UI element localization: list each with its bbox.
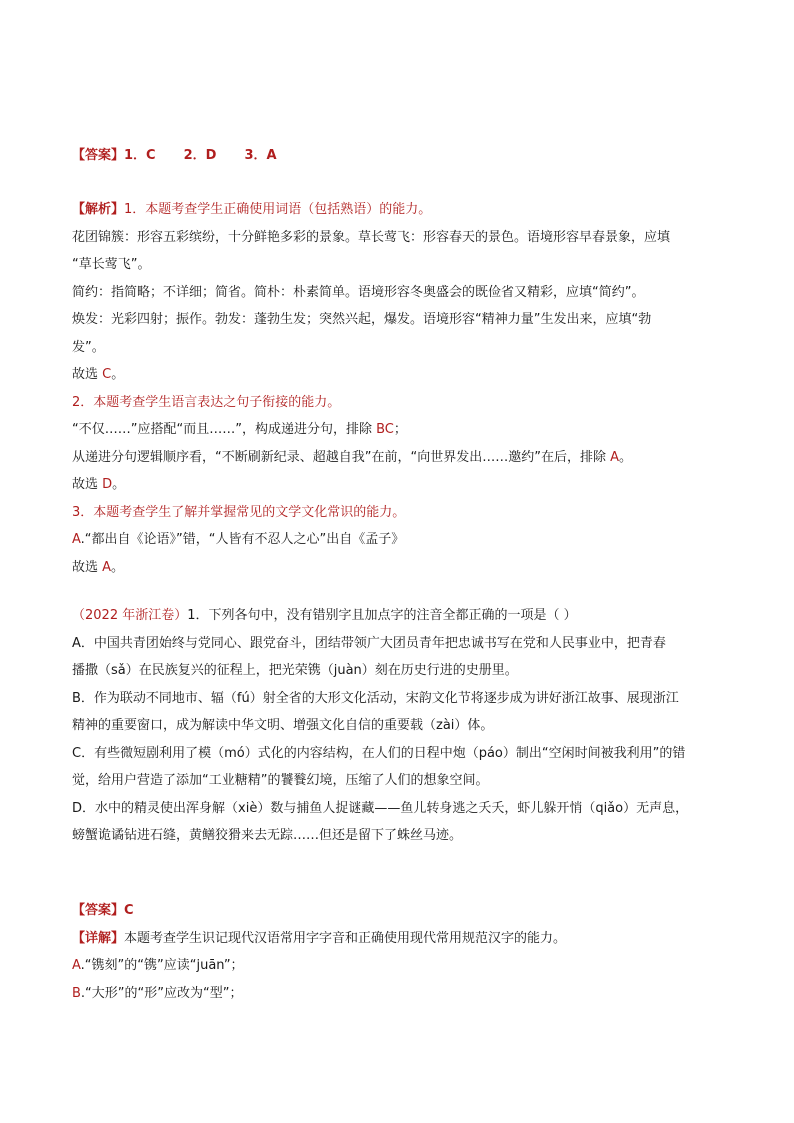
analysis-title-line bbox=[72, 196, 722, 224]
q1-choose-letter: C bbox=[102, 367, 112, 382]
q1-line-4: 焕发：光彩四射；振作。勃发：蓬勃生发；突然兴起，爆发。语境形容“精神力量”生发出来，应填“勃 bbox=[72, 312, 652, 327]
q3-title: 3．本题考查学生了解并掌握常见的文学文化常识的能力。 bbox=[72, 504, 406, 520]
option-c-line-2: 觉，给用户营造了添加“工业糖精”的饕餮幻境，压缩了人们的想象空间。 bbox=[72, 773, 489, 788]
option-a-line-1: A．中国共青团始终与党同心、跟党奋斗，团结带领广大团员青年把忠诚书写在党和人民事业中，把青春 bbox=[72, 635, 666, 651]
detail-label: 【详解】 bbox=[72, 930, 125, 946]
option-a-line-2: 播撒（sǎ）在民族复兴的征程上，把光荣镌（juàn）刻在历史行进的史册里。 bbox=[72, 663, 518, 678]
q2-line-2: 从递进分句逻辑顺序看，“不断刷新纪录、超越自我”在前，“向世界发出……邀约”在后，排除 A。 bbox=[72, 449, 632, 465]
answer-block-2 bbox=[72, 897, 722, 1007]
q3-line-1: A.“都出自《论语》”错，“人皆有不忍人之心”出自《孟子》 bbox=[72, 532, 405, 547]
detail-title: 本题考查学生识记现代汉语常用字字音和正确使用现代常用规范汉字的能力。 bbox=[124, 930, 567, 946]
question-stem: 1．下列各句中，没有错别字且加点字的注音全都正确的一项是（ ） bbox=[187, 608, 577, 623]
answer-value-2: C bbox=[124, 903, 134, 918]
q3-choose: 故选 A。 bbox=[72, 559, 125, 575]
option-d-line-1: D．水中的精灵使出浑身解（xiè）数与捕鱼人捉谜藏——鱼儿转身逃之夭夭，虾儿躲开悄（qiǎo）无声息， bbox=[72, 800, 689, 816]
detail-title-line bbox=[72, 925, 722, 953]
detail-line-a: A.“镌刻”的“镌”应读“juān”； bbox=[72, 958, 244, 973]
option-b-line-2: 精神的重要窗口，成为解读中华文明、增强文化自信的重要载（zài）体。 bbox=[72, 718, 494, 733]
q2-choose-letter: D bbox=[102, 477, 113, 492]
answer-block-1 bbox=[72, 142, 722, 170]
q2-title: 2．本题考查学生语言表达之句子衔接的能力。 bbox=[72, 394, 341, 410]
q1-title: 1．本题考查学生正确使用词语（包括熟语）的能力。 bbox=[124, 202, 432, 217]
answer-item-1: 1．C bbox=[124, 148, 156, 163]
q1-choose: 故选 C。 bbox=[72, 367, 125, 382]
question-source: （2022 年浙江卷） bbox=[72, 608, 188, 623]
option-b-line-1: B．作为联动不同地市、辐（fú）射全省的大形文化活动，宋韵文化节将逐步成为讲好浙江故事、展现浙江 bbox=[72, 690, 679, 706]
q1-line-5: 发”。 bbox=[72, 339, 105, 355]
answer-item-3: 3．A bbox=[244, 148, 277, 163]
answer-line bbox=[72, 142, 722, 170]
q1-line-2: “草长莺飞”。 bbox=[72, 257, 151, 272]
analysis-label: 【解析】 bbox=[72, 202, 125, 217]
answer-label: 【答案】 bbox=[72, 148, 125, 163]
q1-line-3: 简约：指简略；不详细；简省。简朴：朴素简单。语境形容冬奥盛会的既俭省又精彩，应填“简约”。 bbox=[72, 284, 645, 300]
option-c-line-1: C．有些微短剧利用了模（mó）式化的内容结构，在人们的日程中炮（páo）制出“空闲时间被我利用”的错 bbox=[72, 745, 686, 761]
question-block bbox=[72, 602, 722, 850]
answer-line-2 bbox=[72, 897, 722, 925]
q3-choose-letter: A bbox=[102, 559, 112, 575]
q1-line-1: 花团锦簇：形容五彩缤纷，十分鲜艳多彩的景象。草长莺飞：形容春天的景色。语境形容早春景象，应填 bbox=[72, 229, 671, 245]
analysis-block bbox=[72, 196, 722, 581]
answer-item-2: 2．D bbox=[183, 148, 217, 163]
question-stem-line bbox=[72, 602, 722, 630]
answer-label-2: 【答案】 bbox=[72, 903, 125, 918]
option-d-line-2: 螃蟹诡谲钻进石缝，黄鳝狡猾来去无踪……但还是留下了蛛丝马迹。 bbox=[72, 828, 463, 843]
q2-line-1: “不仅……”应搭配“而且……”，构成递进分句，排除 BC； bbox=[72, 422, 407, 437]
q2-choose: 故选 D。 bbox=[72, 477, 126, 492]
detail-line-b: B.“大形”的“形”应改为“型”； bbox=[72, 985, 243, 1001]
